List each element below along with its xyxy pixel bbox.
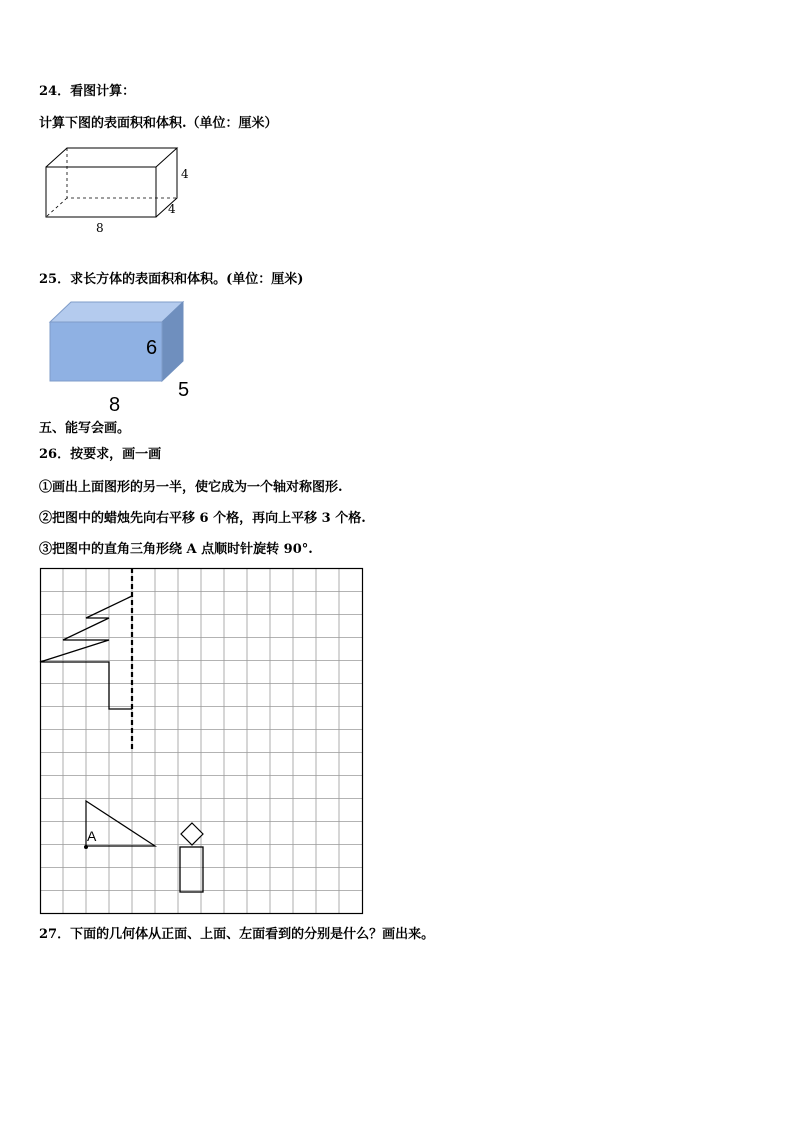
point-a-label: A (87, 828, 97, 844)
cuboid-top-edges (46, 148, 177, 167)
q25-prompt: 25．求长方体的表面积和体积。(单位：厘米) (39, 272, 304, 287)
section5-title: 五、能写会画。 (39, 421, 131, 436)
q24-cuboid-figure (40, 142, 240, 237)
right-triangle (86, 801, 155, 846)
q26-grid-figure (40, 568, 365, 916)
grid-lines (40, 568, 362, 913)
cuboid-hidden-edges (67, 148, 177, 198)
q26-item-2: ②把图中的蜡烛先向右平移 6 个格，再向上平移 3 个格. (39, 511, 366, 526)
grid-border (41, 569, 363, 914)
candle-body (180, 847, 203, 892)
blue-cuboid-depth-label: 5 (178, 379, 190, 401)
cuboid-front-face (46, 167, 156, 217)
q24-heading: 24．看图计算： (39, 84, 136, 99)
blue-cuboid-length-label: 8 (109, 394, 121, 416)
cuboid-length-label: 8 (96, 221, 104, 235)
blue-cuboid-top-face (50, 302, 183, 322)
q24-prompt: 计算下图的表面积和体积.（单位：厘米） (39, 116, 278, 131)
cuboid-depth-label: 4 (168, 202, 176, 216)
blue-cuboid-height-label: 6 (146, 337, 158, 359)
candle-flame (181, 823, 203, 845)
q25-blue-cuboid-figure (45, 300, 215, 415)
point-a-dot (84, 845, 88, 849)
q26-item-3: ③把图中的直角三角形绕 A 点顺时针旋转 90°. (39, 542, 313, 557)
q26-heading: 26．按要求，画一画 (39, 447, 162, 462)
q26-item-1: ①画出上面图形的另一半，使它成为一个轴对称图形. (39, 480, 343, 495)
cuboid-height-label: 4 (181, 167, 189, 181)
q27-prompt: 27．下面的几何体从正面、上面、左面看到的分别是什么？画出来。 (39, 927, 435, 942)
